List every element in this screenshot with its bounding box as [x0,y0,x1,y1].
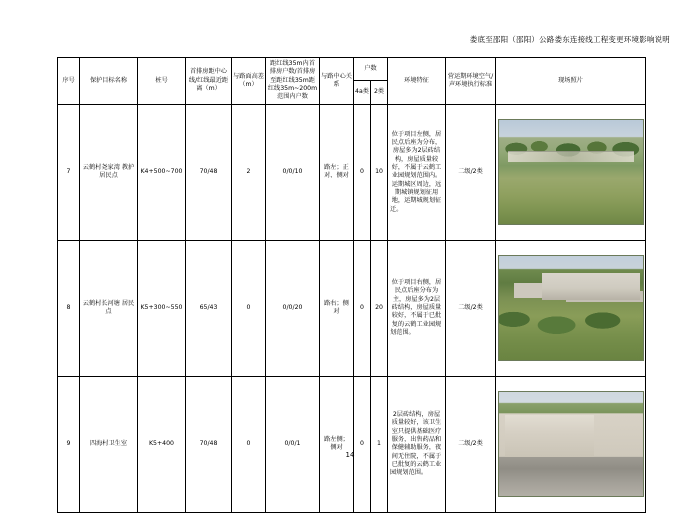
cell-name: 四海村卫生室 [80,376,138,512]
page-number: 14 [345,451,355,459]
header-env-feature: 环境特征 [388,58,446,105]
header-stake: 桩号 [138,58,186,105]
cell-road-height: 0 [232,376,266,512]
cell-standard: 二级/2类 [446,104,496,240]
cell-name: 云鹤村长河塘 居民点 [80,240,138,376]
cell-first-row-dist: 70/48 [186,376,232,512]
cell-seq: 8 [58,240,80,376]
table-row [58,104,646,240]
cell-seq: 9 [58,376,80,512]
photo-overlay [499,256,643,360]
cell-name: 云鹤村尧家湾 教护居民点 [80,104,138,240]
cell-direction: 路左侧；侧对 [320,376,354,512]
cell-households-4a: 0 [354,376,371,512]
header-households-4a: 4a类 [354,81,371,104]
header-households: 户数 [354,58,388,81]
table-header-row [58,58,646,81]
table-row [58,376,646,512]
environmental-targets-table [57,57,646,513]
cell-standard: 二级/2类 [446,376,496,512]
cell-env-feature: 2层砖结构，房屋质量较好，该卫生室只提供基础医疗服务，出售药品和保健辅助服务，夜间无住院，不属于已批复的云鹤工业园规划范围。 [388,376,446,512]
header-first-row-dist: 首排房距中心线/红线最近距离（m） [186,58,232,105]
cell-counts: 0/0/20 [266,240,320,376]
photo-overlay [499,120,643,224]
cell-env-feature: 位于项目左侧，居民点后座为分布，房屋多为2层砖结构，房屋质量较好，不属于云鹤工业园规划范围内。运期城区周边，远期城镇规划征用地，运期城规划征迁。 [388,104,446,240]
cell-direction: 路右；侧对 [320,240,354,376]
header-direction: 与路中心关系 [320,58,354,105]
cell-photo [496,240,646,376]
document-header-title: 娄底至邵阳（邵阳）公路娄东连接线工程变更环境影响说明 [469,35,670,44]
cell-direction: 路左；正对、侧对 [320,104,354,240]
cell-stake: K4+500~700 [138,104,186,240]
header-standard: 营运期环境空气/声环境执行标准 [446,58,496,105]
site-photo-3 [498,391,644,497]
cell-households-2: 10 [371,104,388,240]
cell-counts: 0/0/10 [266,104,320,240]
cell-first-row-dist: 70/48 [186,104,232,240]
header-counts: 距红线35m内首排房户数/首排房至距红线35m距红线35m~200m范围内户数 [266,58,320,105]
cell-stake: K5+300~550 [138,240,186,376]
cell-households-2: 1 [371,376,388,512]
cell-standard: 二级/2类 [446,240,496,376]
header-road-height: 与路面高差（m） [232,58,266,105]
cell-first-row-dist: 65/43 [186,240,232,376]
site-photo-1 [498,119,644,225]
photo-overlay [499,392,643,496]
cell-road-height: 0 [232,240,266,376]
cell-households-4a: 0 [354,104,371,240]
cell-seq: 7 [58,104,80,240]
cell-counts: 0/0/1 [266,376,320,512]
header-seq: 序号 [58,58,80,105]
cell-photo [496,376,646,512]
cell-photo [496,104,646,240]
cell-stake: K5+400 [138,376,186,512]
header-photo: 现场照片 [496,58,646,105]
site-photo-2 [498,255,644,361]
cell-road-height: 2 [232,104,266,240]
cell-env-feature: 位于项目右侧，居民点后座分布为主，房屋多为2层砖结构，房屋质量较好，不属于已批复的云鹤工业园规划范围。 [388,240,446,376]
cell-households-2: 20 [371,240,388,376]
cell-households-4a: 0 [354,240,371,376]
header-households-2: 2类 [371,81,388,104]
table-row [58,240,646,376]
header-name: 保护目标名称 [80,58,138,105]
